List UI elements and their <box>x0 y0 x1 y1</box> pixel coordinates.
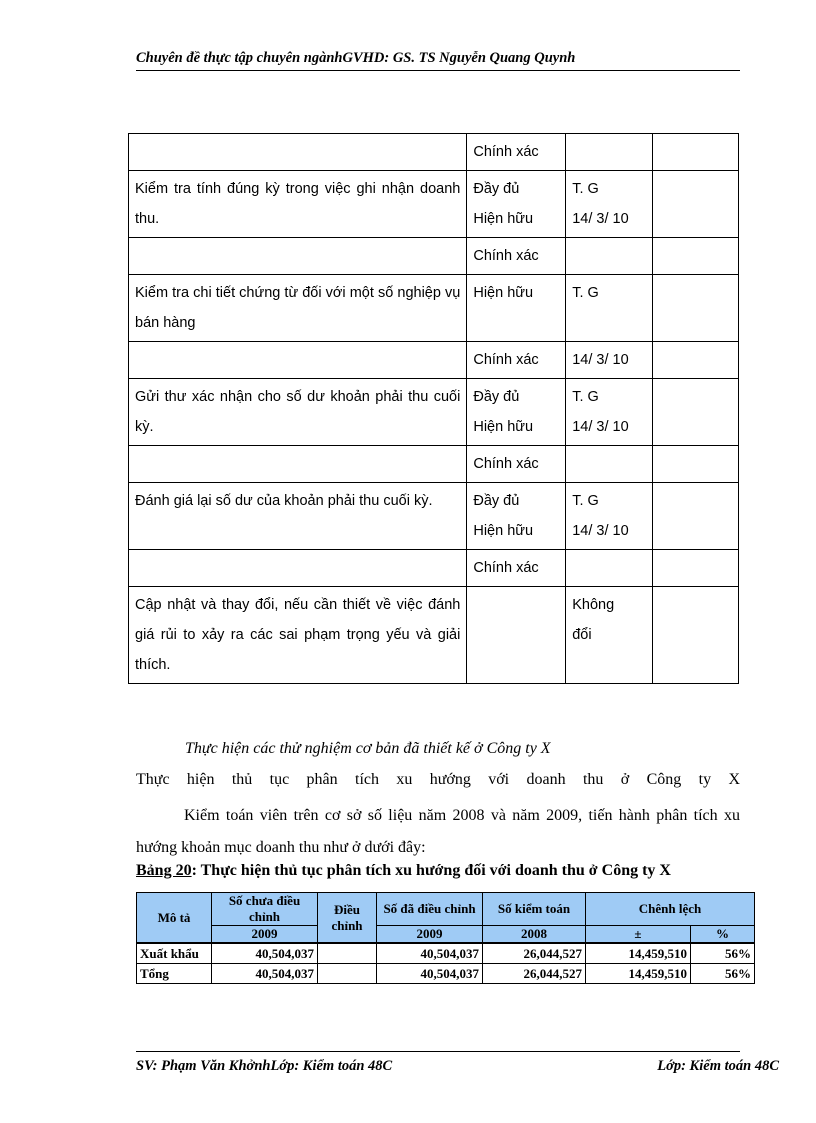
cell-so-da: 40,504,037 <box>377 964 483 984</box>
cell-note <box>653 379 739 446</box>
cell-note <box>653 275 739 342</box>
cell-note <box>653 342 739 379</box>
cell-reference: T. G <box>566 275 653 342</box>
cell-note <box>653 446 739 483</box>
cell-so-chua: 40,504,037 <box>212 943 318 964</box>
header-chenh-lech: Chênh lệch <box>586 893 755 926</box>
cell-dieu-chinh <box>318 943 377 964</box>
cell-so-da: 40,504,037 <box>377 943 483 964</box>
cell-procedure <box>129 446 467 483</box>
cell-note <box>653 238 739 275</box>
cell-objective: Đầy đủ Hiện hữu <box>467 483 566 550</box>
audit-row <box>129 483 739 550</box>
page-header: Chuyên đề thực tập chuyên ngànhGVHD: GS. TS Nguyễn Quang Quynh <box>136 50 576 66</box>
audit-row <box>129 171 739 238</box>
table-row <box>137 943 755 964</box>
revenue-trend-table <box>136 892 755 984</box>
caption-text: : Thực hiện thủ tục phân tích xu hướng đối với doanh thu ở Công ty X <box>191 862 671 879</box>
cell-percent: 56% <box>691 964 755 984</box>
audit-row <box>129 275 739 342</box>
section-heading: Thực hiện các thử nghiệm cơ bản đã thiết kế ở Công ty X <box>185 740 551 757</box>
header-year-kiem-toan: 2008 <box>483 926 586 944</box>
header-dieu-chinh: Điều chỉnh <box>318 893 377 944</box>
cell-procedure: Gửi thư xác nhận cho số dư khoản phải thu cuối kỳ. <box>129 379 467 446</box>
cell-objective: Chính xác <box>467 134 566 171</box>
table-caption <box>136 862 671 880</box>
caption-label: Bảng 20 <box>136 862 192 879</box>
header-mo-ta: Mô tả <box>137 893 212 944</box>
cell-objective <box>467 587 566 684</box>
cell-objective: Chính xác <box>467 446 566 483</box>
audit-row <box>129 379 739 446</box>
header-so-chua: Số chưa điều chỉnh <box>212 893 318 926</box>
cell-reference: T. G 14/ 3/ 10 <box>566 379 653 446</box>
cell-objective: Chính xác <box>467 342 566 379</box>
paragraph-1: Thực hiện thủ tục phân tích xu hướng với doanh thu ở Công ty X <box>136 771 740 788</box>
cell-reference: Không đổi <box>566 587 653 684</box>
header-year-so-da: 2009 <box>377 926 483 944</box>
footer-student: SV: Phạm Văn KhởnhLớp: Kiểm toán 48C <box>136 1058 393 1074</box>
cell-note <box>653 550 739 587</box>
header-year-so-chua: 2009 <box>212 926 318 944</box>
cell-objective: Đầy đủ Hiện hữu <box>467 379 566 446</box>
cell-objective: Hiện hữu <box>467 275 566 342</box>
cell-reference <box>566 446 653 483</box>
cell-reference <box>566 550 653 587</box>
header-rule <box>136 70 740 71</box>
cell-percent: 56% <box>691 943 755 964</box>
header-percent: % <box>691 926 755 944</box>
cell-so-chua: 40,504,037 <box>212 964 318 984</box>
paragraph-2: Kiểm toán viên trên cơ sở số liệu năm 2008 và năm 2009, tiến hành phân tích xu hướng khoản mục doanh thu như ở dưới đây: <box>136 807 740 856</box>
cell-procedure <box>129 134 467 171</box>
audit-procedures-table <box>128 133 739 684</box>
header-so-da: Số đã điều chỉnh <box>377 893 483 926</box>
footer-class: Lớp: Kiểm toán 48C <box>657 1058 779 1074</box>
cell-procedure: Đánh giá lại số dư của khoản phải thu cuối kỳ. <box>129 483 467 550</box>
cell-reference <box>566 134 653 171</box>
audit-row <box>129 446 739 483</box>
cell-note <box>653 587 739 684</box>
cell-reference: 14/ 3/ 10 <box>566 342 653 379</box>
audit-row <box>129 587 739 684</box>
cell-objective: Chính xác <box>467 550 566 587</box>
table-row <box>137 964 755 984</box>
cell-plusminus: 14,459,510 <box>586 943 691 964</box>
audit-row <box>129 550 739 587</box>
cell-procedure: Kiểm tra tính đúng kỳ trong việc ghi nhận doanh thu. <box>129 171 467 238</box>
audit-row <box>129 342 739 379</box>
cell-note <box>653 134 739 171</box>
cell-reference: T. G 14/ 3/ 10 <box>566 483 653 550</box>
cell-reference <box>566 238 653 275</box>
cell-procedure <box>129 238 467 275</box>
cell-note <box>653 171 739 238</box>
cell-procedure <box>129 550 467 587</box>
cell-so-kiem-toan: 26,044,527 <box>483 964 586 984</box>
footer-rule <box>136 1051 740 1052</box>
cell-procedure: Kiểm tra chi tiết chứng từ đối với một số nghiệp vụ bán hàng <box>129 275 467 342</box>
cell-procedure: Cập nhật và thay đổi, nếu cần thiết về việc đánh giá rủi to xảy ra các sai phạm trọng yếu và giải thích. <box>129 587 467 684</box>
cell-note <box>653 483 739 550</box>
row-label: Xuất khẩu <box>137 943 212 964</box>
cell-objective: Đầy đủ Hiện hữu <box>467 171 566 238</box>
cell-dieu-chinh <box>318 964 377 984</box>
cell-so-kiem-toan: 26,044,527 <box>483 943 586 964</box>
row-label: Tổng <box>137 964 212 984</box>
cell-reference: T. G 14/ 3/ 10 <box>566 171 653 238</box>
header-plusminus: ± <box>586 926 691 944</box>
cell-procedure <box>129 342 467 379</box>
cell-plusminus: 14,459,510 <box>586 964 691 984</box>
cell-objective: Chính xác <box>467 238 566 275</box>
audit-row <box>129 238 739 275</box>
header-so-kiem-toan: Số kiểm toán <box>483 893 586 926</box>
audit-row <box>129 134 739 171</box>
